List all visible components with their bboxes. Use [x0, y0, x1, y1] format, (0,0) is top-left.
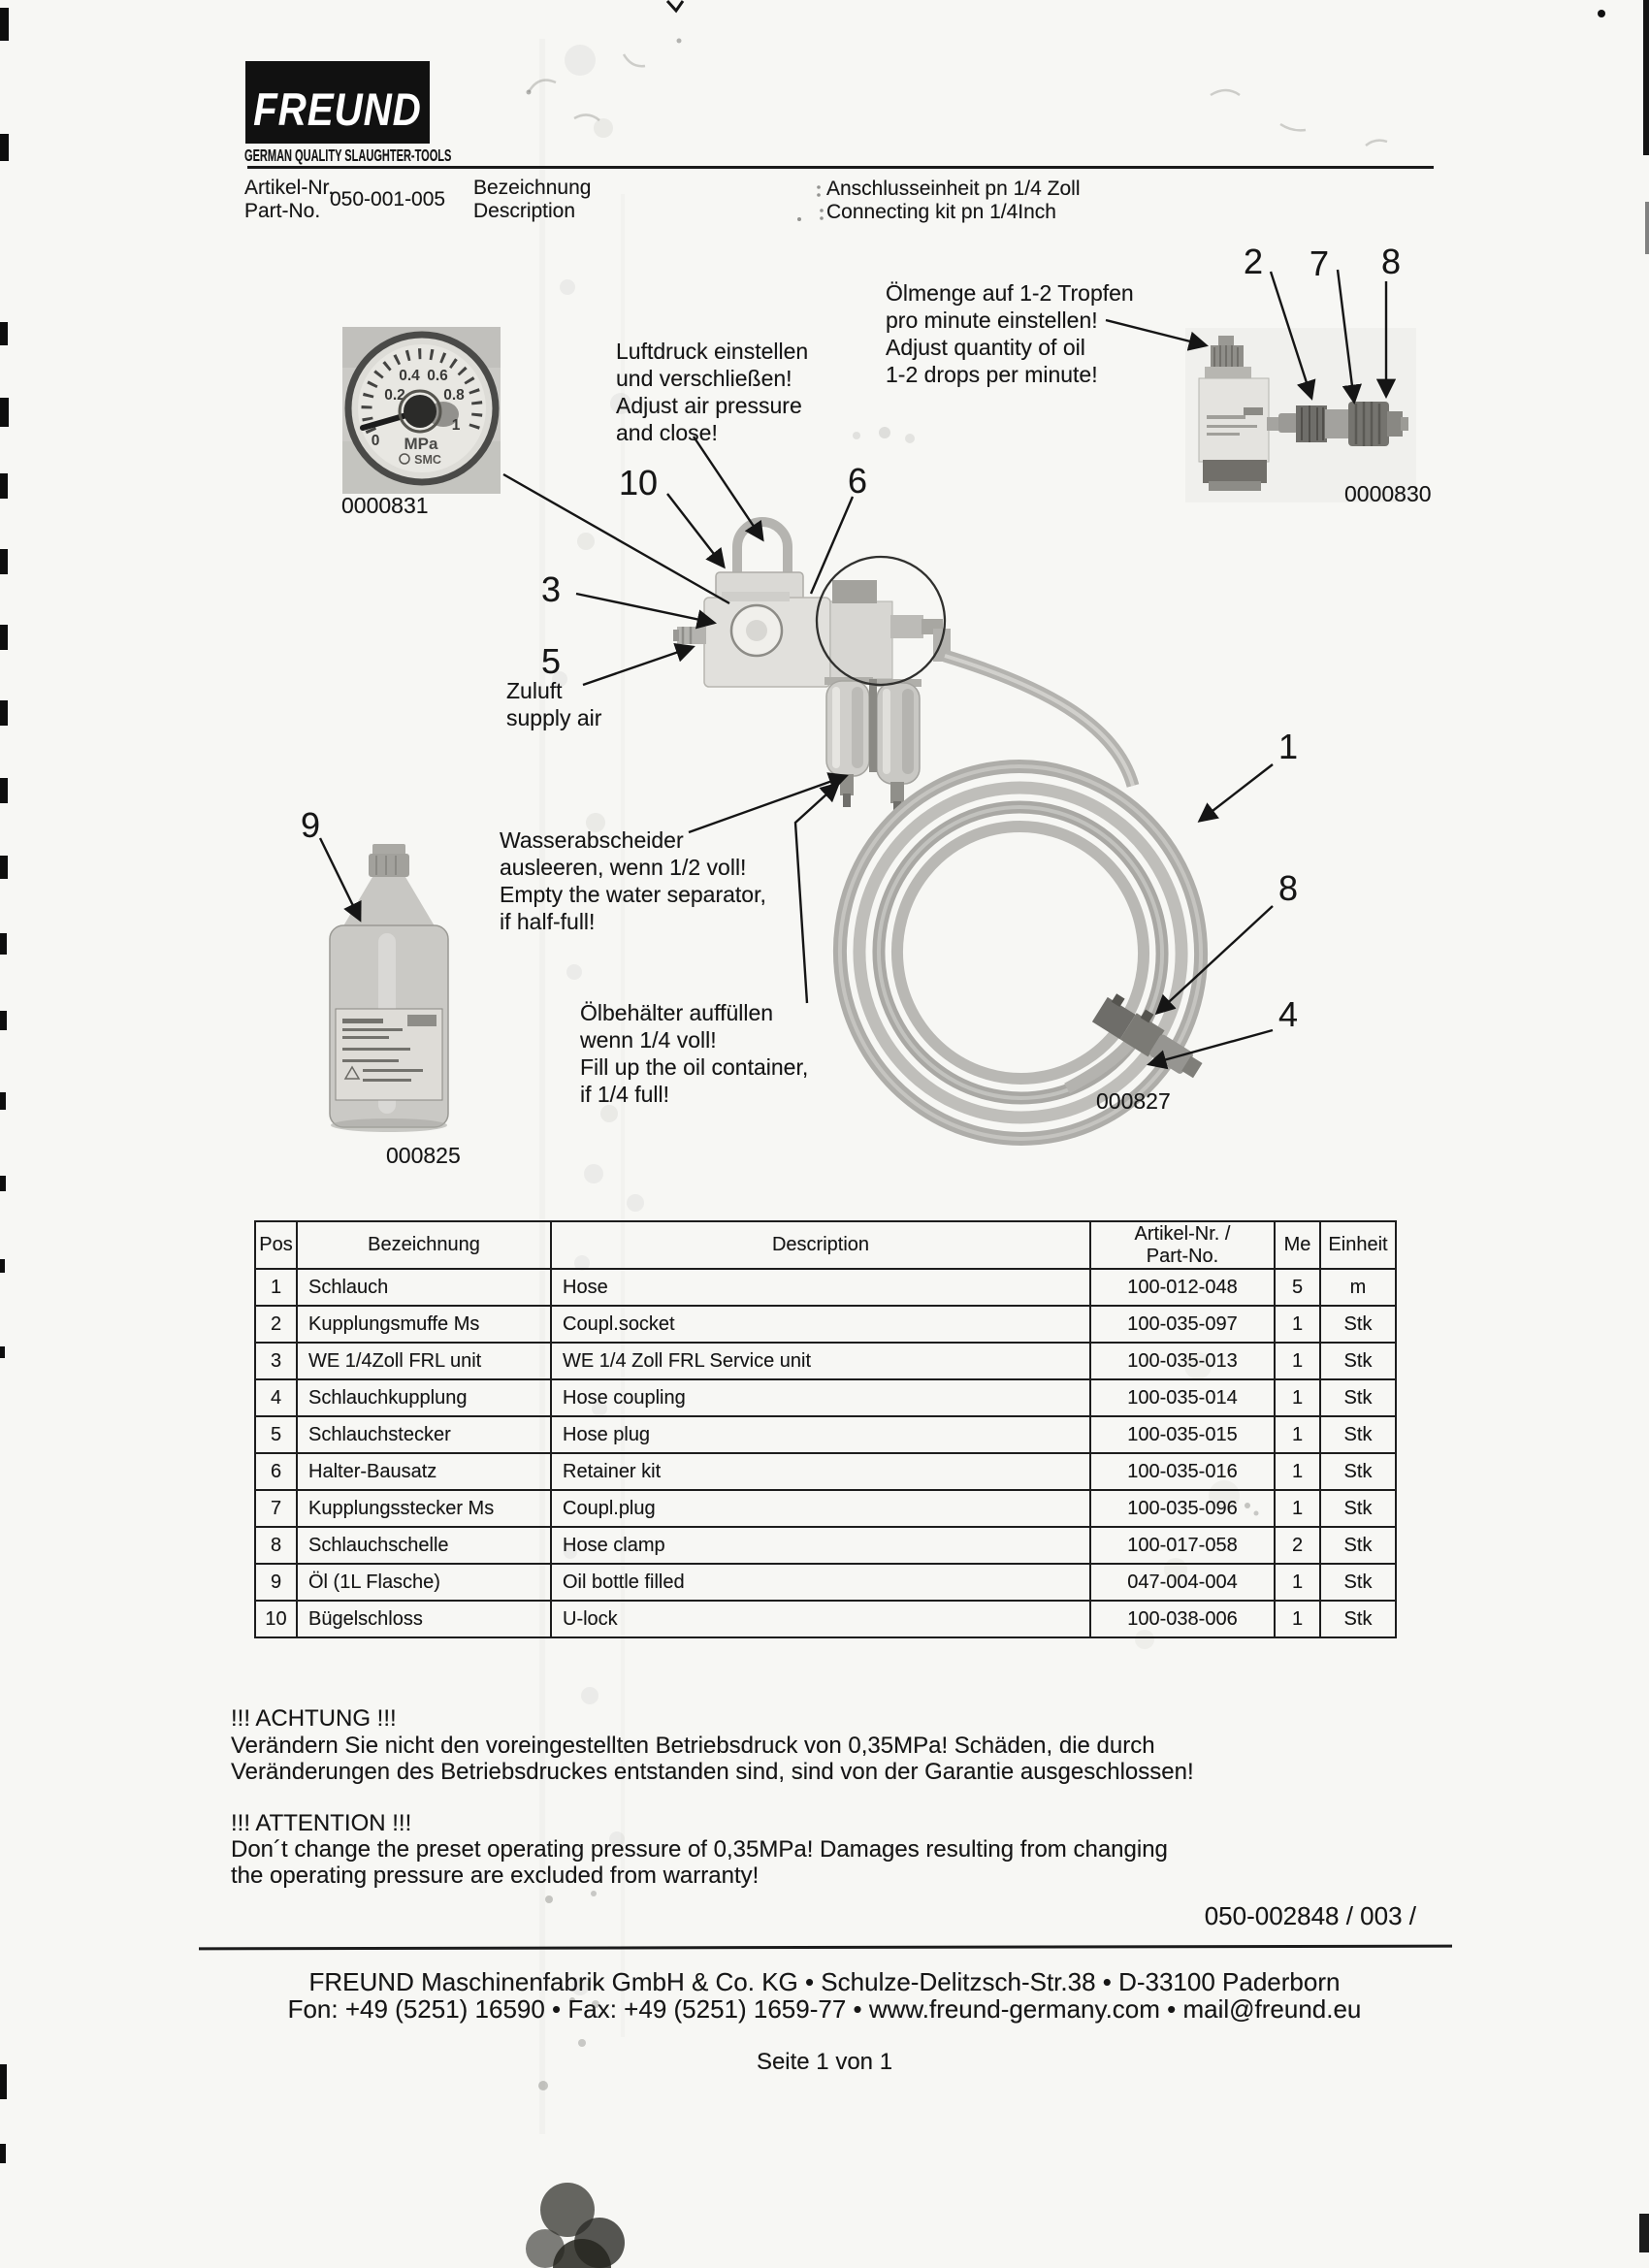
parts-table	[254, 1220, 1397, 1638]
pressure-gauge-photo	[342, 327, 501, 494]
col-artikel: Artikel-Nr. / Part-No.	[1090, 1221, 1275, 1269]
freund-logo	[245, 61, 430, 144]
svg-text:0.6: 0.6	[427, 368, 448, 384]
annotation-oil-container: Ölbehälter auffüllen wenn 1/4 voll! Fill up the oil container, if 1/4 full!	[580, 1000, 809, 1107]
col-bezeichnung: Bezeichnung	[297, 1221, 551, 1269]
col-einheit: Einheit	[1320, 1221, 1396, 1269]
logo-subtitle: GERMAN QUALITY SLAUGHTER-TOOLS	[244, 146, 452, 165]
attention-line-2: the operating pressure are excluded from warranty!	[231, 1863, 760, 1889]
callout-10-u-lock: 10	[619, 463, 659, 502]
callout-8-hose-clamp: 8	[1278, 868, 1299, 908]
callout-2-coupling-socket: 2	[1244, 242, 1264, 281]
oil-bottle-photo	[330, 844, 448, 1132]
svg-text:MPa: MPa	[404, 435, 438, 453]
callout-3-frl-unit: 3	[541, 569, 562, 609]
description-value: Connecting kit pn 1/4Inch	[826, 201, 1056, 223]
table-row: 7 Kupplungsstecker Ms Coupl.plug 100-035-096 1 Stk	[255, 1490, 1396, 1527]
table-row: 8 Schlauchschelle Hose clamp 100-017-058 2 Stk	[255, 1527, 1396, 1564]
achtung-title: !!! ACHTUNG !!!	[231, 1705, 397, 1732]
achtung-line-2: Veränderungen des Betriebsdruckes entstanden sind, sind von der Garantie ausgeschlossen!	[231, 1759, 1194, 1785]
attention-line-1: Don´t change the preset operating pressure of 0,35MPa! Damages resulting from changing	[231, 1836, 1168, 1863]
callout-6-retainer: 6	[848, 461, 868, 501]
document-number: 050-002848 / 003 /	[1204, 1901, 1416, 1930]
svg-text:1: 1	[451, 417, 461, 434]
svg-text:0.4: 0.4	[399, 368, 420, 384]
annotation-oil-quantity: Ölmenge auf 1-2 Tropfen pro minute einstellen! Adjust quantity of oil 1-2 drops per minute!	[886, 280, 1134, 387]
coupling-photo	[1185, 328, 1416, 502]
caption-bottle: 000825	[386, 1143, 461, 1168]
description-label: Description	[473, 200, 576, 222]
col-pos: Pos	[255, 1221, 297, 1269]
part-no-label: Part-No.	[244, 200, 321, 222]
callout-9-oil-bottle: 9	[301, 805, 321, 845]
col-me: Me	[1275, 1221, 1320, 1269]
annotation-water-separator: Wasserabscheider ausleeren, wenn 1/2 voll! Empty the water separator, if half-full!	[500, 827, 766, 934]
table-header-row	[255, 1221, 1396, 1269]
annotation-supply-air: Zuluft supply air	[506, 678, 602, 730]
svg-text:0.2: 0.2	[384, 387, 405, 404]
part-number-value: 050-001-005	[330, 188, 446, 211]
table-row: 1 Schlauch Hose 100-012-048 5 m	[255, 1269, 1396, 1306]
table-row: 4 Schlauchkupplung Hose coupling 100-035-014 1 Stk	[255, 1379, 1396, 1416]
achtung-line-1: Verändern Sie nicht den voreingestellten Betriebsdruck von 0,35MPa! Schäden, die durch	[231, 1733, 1155, 1759]
annotation-air-pressure: Luftdruck einstellen und verschließen! Adjust air pressure and close!	[616, 339, 809, 445]
svg-text:0: 0	[371, 433, 380, 449]
table-row: 10 Bügelschloss U-lock 100-038-006 1 Stk	[255, 1601, 1396, 1637]
logo-wordmark: FREUND	[253, 83, 422, 135]
table-row: 3 WE 1/4Zoll FRL unit WE 1/4 Zoll FRL Service unit 100-035-013 1 Stk	[255, 1343, 1396, 1379]
bezeichnung-label: Bezeichnung	[473, 177, 592, 199]
callout-5-hose-plug: 5	[541, 641, 562, 681]
table-row: 5 Schlauchstecker Hose plug 100-035-015 1 Stk	[255, 1416, 1396, 1453]
caption-coupling: 0000830	[1344, 481, 1432, 506]
callout-8-hose-clamp-top: 8	[1381, 242, 1402, 281]
caption-gauge: 0000831	[341, 493, 429, 518]
header-divider	[247, 166, 1434, 169]
table-row: 6 Halter-Bausatz Retainer kit 100-035-016 1 Stk	[255, 1453, 1396, 1490]
table-row: 2 Kupplungsmuffe Ms Coupl.socket 100-035-097 1 Stk	[255, 1306, 1396, 1343]
table-row: 9 Öl (1L Flasche) Oil bottle filled 047-004-004 1 Stk	[255, 1564, 1396, 1601]
callout-4-hose-coupling: 4	[1278, 994, 1299, 1034]
footer-contact-line: Fon: +49 (5251) 16590 • Fax: +49 (5251) 1659-77 • www.freund-germany.com • mail@freund.eu	[287, 1994, 1362, 2024]
callout-1-hose: 1	[1278, 727, 1299, 766]
svg-text:0.8: 0.8	[443, 387, 465, 404]
page-info: Seite 1 von 1	[756, 2049, 893, 2075]
caption-hose: 000827	[1096, 1088, 1171, 1114]
col-description: Description	[551, 1221, 1090, 1269]
artikel-nr-label: Artikel-Nr.	[244, 177, 335, 199]
callout-7-coupling-plug: 7	[1310, 243, 1330, 283]
frl-unit-photo	[673, 522, 951, 815]
bezeichnung-value: Anschlusseinheit pn 1/4 Zoll	[826, 178, 1081, 200]
svg-text:SMC: SMC	[414, 453, 441, 467]
attention-title: !!! ATTENTION !!!	[231, 1810, 412, 1836]
footer-company-line: FREUND Maschinenfabrik GmbH & Co. KG • Schulze-Delitzsch-Str.38 • D-33100 Paderborn	[308, 1967, 1341, 1996]
